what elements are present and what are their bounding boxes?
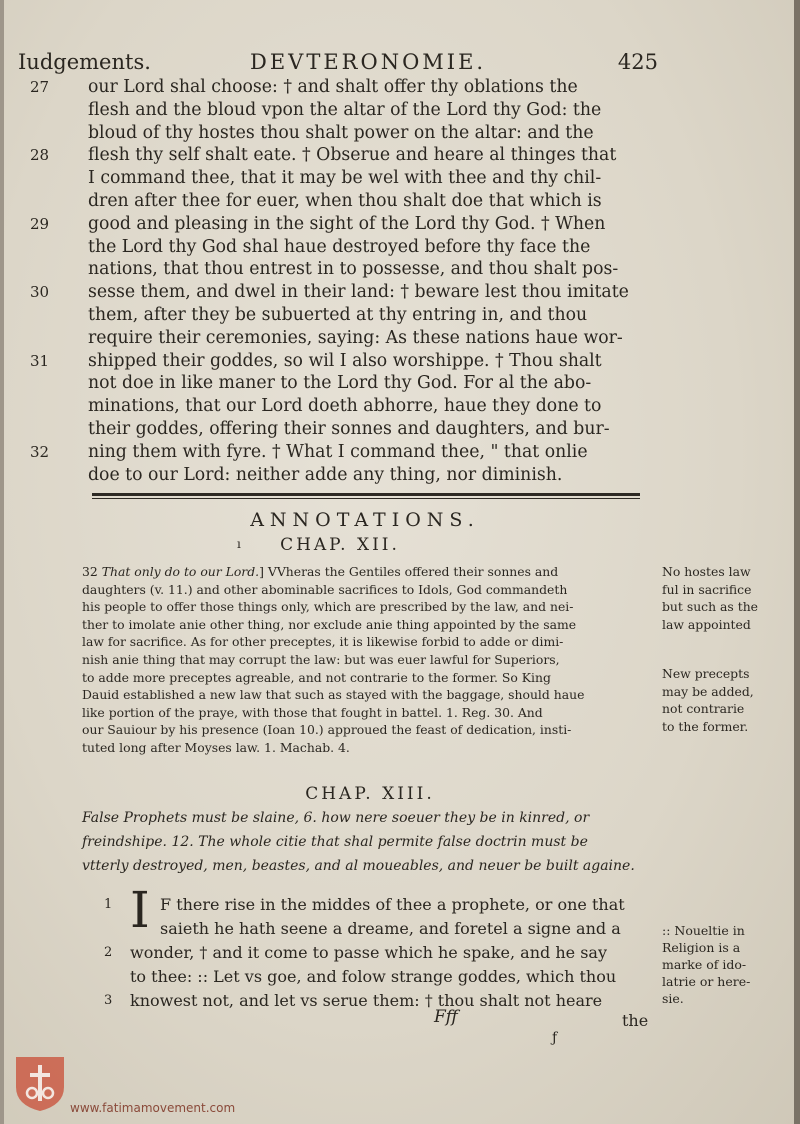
- verse-text: them, after they be subuerted at thy entring in, and thou: [88, 304, 588, 325]
- watermark-url[interactable]: www.fatimamovement.com: [70, 1101, 236, 1115]
- verse-line: [88, 304, 656, 327]
- annotation-text-run: Dauid established a new law that such as stayed with the baggage, should haue: [82, 687, 585, 703]
- verse-text: sesse them, and dwel in their land: † beware lest thou imitate: [88, 282, 629, 303]
- margin-note-line: sie.: [662, 991, 684, 1006]
- verse-text: doe to our Lord: neither adde any thing, nor diminish.: [88, 464, 563, 485]
- verse-line: [88, 418, 656, 441]
- margin-note-line: may be added,: [662, 683, 754, 699]
- verse-line: [88, 167, 656, 190]
- verse-text: dren after thee for euer, when thou shalt doe that which is: [88, 190, 602, 211]
- verse-line: [88, 464, 656, 487]
- verse-number: 28: [30, 146, 50, 165]
- verse-line: [130, 965, 660, 989]
- verse-line: [30, 213, 656, 236]
- verse-number: 1: [104, 897, 113, 912]
- margin-note-line: marke of ido-: [662, 957, 747, 972]
- page-left-edge: [0, 0, 4, 1124]
- page-number: 425: [617, 50, 658, 74]
- annotations-title: ANNOTATIONS.: [250, 509, 480, 531]
- annotation-text-run: our Sauiour by his presence (Ioan 10.) approued the feast of dedication, insti-: [82, 722, 572, 738]
- margin-note-2: [662, 665, 772, 735]
- drop-cap: I: [130, 881, 150, 939]
- verse-text: their goddes, offering their sonnes and daughters, and bur-: [88, 418, 610, 439]
- annotation-text-run: nish anie thing that may corrupt the law: but was euer lawful for Superiors,: [82, 651, 560, 667]
- margin-note-line: law appointed: [662, 616, 751, 632]
- annotation-text-run: ther to imolate anie other thing, nor exclude anie thing appointed by the same: [82, 616, 577, 632]
- annotation-text-run: his people to offer those things only, which are prescribed by the law, and nei-: [82, 599, 574, 615]
- margin-note-line: latrie or here-: [662, 974, 751, 989]
- verse-text: to thee: :: Let vs goe, and folow strange goddes, which thou: [130, 967, 617, 986]
- annotation-line: [82, 581, 658, 599]
- margin-note-line: ful in sacrifice: [662, 581, 752, 597]
- verse-text: I command thee, that it may be wel with thee and thy chil-: [88, 168, 602, 189]
- annotation-text-run: law for sacrifice. As for other preceptes, it is likewise forbid to adde or dimi-: [82, 634, 564, 650]
- annotation-text-run: to adde more preceptes agreable, and not contrarie to the former. So King: [82, 669, 551, 685]
- annotation-line: [82, 704, 658, 722]
- annotation-line: [82, 721, 658, 739]
- summary-line: vtterly destroyed, men, beastes, and al moueables, and neuer be built againe.: [82, 858, 635, 874]
- verse-number: 29: [30, 214, 50, 233]
- verse-text: knowest not, and let vs serue them: † thou shalt not heare: [130, 991, 603, 1010]
- annotation-line: [82, 633, 658, 651]
- verse-line: [30, 350, 656, 373]
- margin-note-line: New precepts: [662, 666, 750, 681]
- verse-text: minations, that our Lord doeth abhorre, haue they done to: [88, 396, 602, 417]
- verse-text: require their ceremonies, saying: As these nations haue wor-: [88, 327, 623, 348]
- summary-line: freindshipe. 12. The whole citie that shal permite false doctrin must be: [82, 834, 588, 850]
- verse-line: [104, 941, 660, 965]
- chapter13-verses: [104, 881, 660, 1013]
- verse-text: ning them with fyre. † What I command thee, " that onlie: [88, 441, 588, 462]
- verse-line: [88, 395, 656, 418]
- verse-line: [88, 190, 656, 213]
- verse-line: [88, 236, 656, 259]
- header-left: Iudgements.: [18, 50, 151, 74]
- margin-note-1: [662, 563, 772, 633]
- annotations-chapter: CHAP. XII.: [280, 535, 400, 555]
- annotation-line: [82, 616, 658, 634]
- chapter-heading: CHAP. XIII.: [305, 784, 435, 804]
- section-divider-thin: [92, 498, 640, 499]
- annotation-text-run: like portion of the praye, with those that fought in battel. 1. Reg. 30. And: [82, 704, 543, 720]
- verse-text: flesh and the bloud vpon the altar of the Lord thy God: the: [88, 99, 602, 120]
- verse-line: [88, 258, 656, 281]
- annotation-text-run: tuted long after Moyses law. 1. Machab. 4.: [82, 739, 350, 755]
- summary-line: False Prophets must be slaine, 6. how nere soeuer they be in kinred, or: [82, 810, 590, 826]
- verse-text: bloud of thy hostes thou shalt power on the altar: and the: [88, 122, 594, 143]
- section-divider: [92, 493, 640, 496]
- verse-line: [88, 327, 656, 350]
- verse-number: 27: [30, 78, 50, 96]
- chapter-summary: [82, 806, 662, 878]
- margin-note-line: to the former.: [662, 718, 749, 734]
- chapter-mark: ı: [237, 537, 241, 551]
- verse-text: our Lord shal choose: † and shalt offer thy oblations the: [88, 77, 578, 97]
- annotation-line: [82, 669, 658, 687]
- margin-note-line: :: Noueltie in: [662, 923, 745, 938]
- verse-text: wonder, † and it come to passe which he spake, and he say: [130, 943, 607, 962]
- verse-block: [30, 76, 656, 486]
- verse-line: [88, 372, 656, 395]
- verse-text: nations, that thou entrest in to possesse, and thou shalt pos-: [88, 259, 619, 280]
- verse-text: not doe in like maner to the Lord thy God. For al the abo-: [88, 373, 592, 394]
- annotation-text-run: daughters (v. 11.) and other abominable sacrifices to Idols, God commandeth: [82, 581, 568, 597]
- annotation-line: [82, 563, 658, 581]
- annotation-line: [82, 651, 658, 669]
- verse-text: shipped their goddes, so wil I also worshippe. † Thou shalt: [88, 350, 602, 371]
- verse-line: [30, 76, 656, 99]
- signature-mark: Fff: [434, 1007, 458, 1027]
- annotation-line: [82, 739, 658, 757]
- verse-text: F there rise in the middes of thee a prophete, or one that: [160, 895, 625, 914]
- margin-note-line: No hostes law: [662, 564, 751, 579]
- page-right-edge: [794, 0, 800, 1124]
- margin-note-line: but such as the: [662, 599, 759, 615]
- annotation-ref: 32: [82, 564, 102, 579]
- verse-number: 30: [30, 283, 50, 302]
- verse-text: good and pleasing in the sight of the Lord thy God. † When: [88, 213, 606, 234]
- annotation-text: [82, 563, 658, 757]
- verse-number: 31: [30, 351, 50, 370]
- printer-mark: ƒ: [552, 1030, 558, 1046]
- verse-line: [30, 144, 656, 167]
- verse-line: [88, 122, 656, 145]
- annotation-line: [82, 598, 658, 616]
- verse-number: 32: [30, 442, 50, 461]
- fatima-logo-icon: [12, 1053, 68, 1113]
- verse-line: [104, 989, 660, 1013]
- verse-number: 2: [104, 945, 113, 960]
- verse-text: the Lord thy God shal haue destroyed before thy face the: [88, 236, 591, 257]
- verse-line: [130, 917, 660, 941]
- verse-text: saieth he hath seene a dreame, and foretel a signe and a: [160, 919, 621, 938]
- margin-note-line: Religion is a: [662, 940, 741, 955]
- catchword: the: [622, 1011, 649, 1030]
- annotation-text-run: ] VVheras the Gentiles offered their sonnes and: [259, 564, 559, 579]
- margin-note-line: not contrarie: [662, 701, 745, 717]
- margin-note-3: [662, 922, 772, 1007]
- annotation-line: [82, 686, 658, 704]
- header-book-title: DEVTERONOMIE.: [250, 50, 487, 74]
- verse-line: [88, 99, 656, 122]
- annotation-lemma: That only do to our Lord.: [101, 564, 260, 579]
- verse-line: [30, 281, 656, 304]
- verse-text: flesh thy self shalt eate. † Obserue and heare al thinges that: [88, 145, 617, 166]
- verse-line: [30, 441, 656, 464]
- verse-number: 3: [104, 993, 113, 1008]
